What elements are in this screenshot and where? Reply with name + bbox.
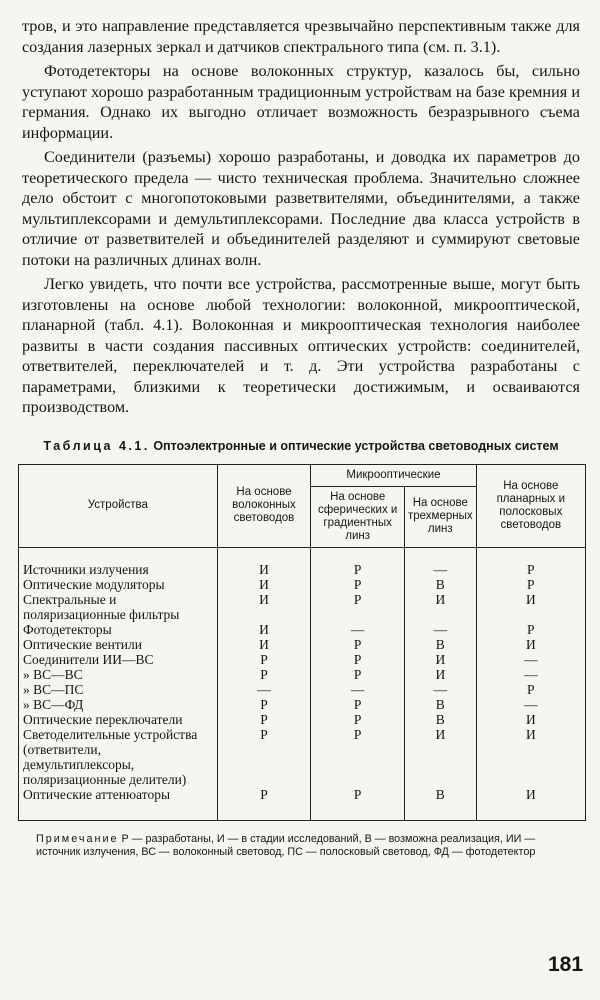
cell-spherical: —: [311, 622, 405, 637]
table-note: [22, 821, 589, 859]
cell-planar: И: [476, 712, 585, 727]
cell-spherical: Р: [311, 547, 405, 577]
table-row: [19, 727, 586, 787]
cell-planar: И: [476, 592, 585, 622]
paragraph-2: Фотодетекторы на основе волоконных структур, казалось бы, сильно уступают хорошо разработанным традиционным устройствам на базе кремния и германия. Однако их выгодно отличает возможность безразрывного съема информации.: [22, 62, 580, 142]
cell-three-mirror: И: [405, 667, 477, 682]
row-name: Светоделительные устройства (ответвители, демультиплексоры, поляризационные делители): [19, 727, 218, 787]
row-name: Оптические модуляторы: [19, 577, 218, 592]
cell-fiber: И: [217, 577, 311, 592]
note-label: Примечание: [36, 832, 119, 845]
cell-three-mirror: И: [405, 652, 477, 667]
cell-fiber: Р: [217, 697, 311, 712]
cell-planar: Р: [476, 682, 585, 697]
cell-fiber: Р: [217, 727, 311, 787]
cell-three-mirror: —: [405, 682, 477, 697]
table-row: [19, 592, 586, 622]
cell-fiber: И: [217, 547, 311, 577]
row-name: Спектральные и поляризационные фильтры: [19, 592, 218, 622]
header-three-mirror: На основе трехмерных линз: [405, 486, 477, 547]
header-planar: На основе планарных и полосковых световодов: [476, 464, 585, 547]
table-row: [19, 682, 586, 697]
cell-spherical: Р: [311, 712, 405, 727]
table-row: [19, 652, 586, 667]
cell-spherical: Р: [311, 787, 405, 821]
cell-three-mirror: И: [405, 727, 477, 787]
page-body: [22, 16, 580, 859]
row-name: Оптические вентили: [19, 637, 218, 652]
table-row: [19, 697, 586, 712]
row-name: Оптические аттенюаторы: [19, 787, 218, 821]
cell-three-mirror: В: [405, 637, 477, 652]
table-row: [19, 712, 586, 727]
cell-three-mirror: В: [405, 787, 477, 821]
row-name: Источники излучения: [19, 547, 218, 577]
cell-planar: И: [476, 787, 585, 821]
table-caption-label: Таблица 4.1.: [43, 438, 150, 453]
cell-spherical: Р: [311, 637, 405, 652]
cell-spherical: —: [311, 682, 405, 697]
cell-fiber: —: [217, 682, 311, 697]
paragraph-4: Легко увидеть, что почти все устройства, рассмотренные выше, могут быть изготовлены на основе любой технологии: волоконной, микрооптической, планарной (табл. 4.1). Волоконная и микрооптическая технология наиболее развиты в части создания пассивных оптических устройств: соединителей, ответвителей, переключателей и т. д. Эти устройства разработаны с параметрами, близкими к теоретически достижимым, и осваиваются производством.: [22, 275, 580, 416]
table-row: [19, 622, 586, 637]
cell-three-mirror: —: [405, 547, 477, 577]
cell-fiber: Р: [217, 652, 311, 667]
cell-spherical: Р: [311, 592, 405, 622]
table-row: [19, 637, 586, 652]
cell-fiber: Р: [217, 667, 311, 682]
page-number: 181: [548, 953, 584, 976]
cell-planar: —: [476, 697, 585, 712]
cell-planar: Р: [476, 622, 585, 637]
devices-table: [18, 464, 586, 821]
cell-spherical: Р: [311, 577, 405, 592]
table-row: [19, 577, 586, 592]
cell-spherical: Р: [311, 652, 405, 667]
cell-spherical: Р: [311, 727, 405, 787]
cell-fiber: И: [217, 622, 311, 637]
row-name: Соединители ИИ—ВС: [19, 652, 218, 667]
header-spherical: На основе сферических и градиентных линз: [311, 486, 405, 547]
table-row: [19, 787, 586, 821]
cell-spherical: Р: [311, 697, 405, 712]
header-micro-group: Микрооптические: [311, 464, 476, 486]
row-name: » ВС—ФД: [19, 697, 218, 712]
cell-spherical: Р: [311, 667, 405, 682]
cell-fiber: И: [217, 592, 311, 622]
note-text: Р — разработаны, И — в стадии исследований, В — возможна реализация, ИИ — источник излучения, ВС — волоконный световод, ПС — полосковый световод, ФД — фотодетектор: [36, 832, 536, 858]
cell-fiber: И: [217, 637, 311, 652]
paragraph-1: тров, и это направление представляется чрезвычайно перспективным также для создания лазерных зеркал и датчиков спектрального типа (см. п. 3.1).: [22, 17, 580, 56]
table-caption-text: Оптоэлектронные и оптические устройства световодных систем: [153, 438, 559, 453]
row-name: Оптические переключатели: [19, 712, 218, 727]
table-row: [19, 547, 586, 577]
paragraph-3: Соединители (разъемы) хорошо разработаны, и доводка их параметров до теоретического предела — чисто техническая проблема. Значительно сложнее дело обстоит с многопотоковыми разветвителями, объединителями, а также мультиплексорами и демультиплексорами. Последние два класса устройств в отличие от разветвителей и объединителей разделяют и суммируют световые потоки на различных длинах волн.: [22, 148, 580, 269]
cell-three-mirror: В: [405, 712, 477, 727]
cell-fiber: Р: [217, 787, 311, 821]
header-devices: Устройства: [19, 464, 218, 547]
cell-three-mirror: В: [405, 697, 477, 712]
cell-planar: Р: [476, 547, 585, 577]
cell-planar: И: [476, 637, 585, 652]
row-name: » ВС—ВС: [19, 667, 218, 682]
row-name: Фотодетекторы: [19, 622, 218, 637]
cell-planar: —: [476, 667, 585, 682]
cell-planar: Р: [476, 577, 585, 592]
cell-planar: И: [476, 727, 585, 787]
table-row: [19, 667, 586, 682]
cell-three-mirror: И: [405, 592, 477, 622]
table-caption: [22, 438, 580, 454]
cell-three-mirror: В: [405, 577, 477, 592]
row-name: » ВС—ПС: [19, 682, 218, 697]
cell-fiber: Р: [217, 712, 311, 727]
cell-planar: —: [476, 652, 585, 667]
cell-three-mirror: —: [405, 622, 477, 637]
header-fiber: На основе волоконных световодов: [217, 464, 311, 547]
